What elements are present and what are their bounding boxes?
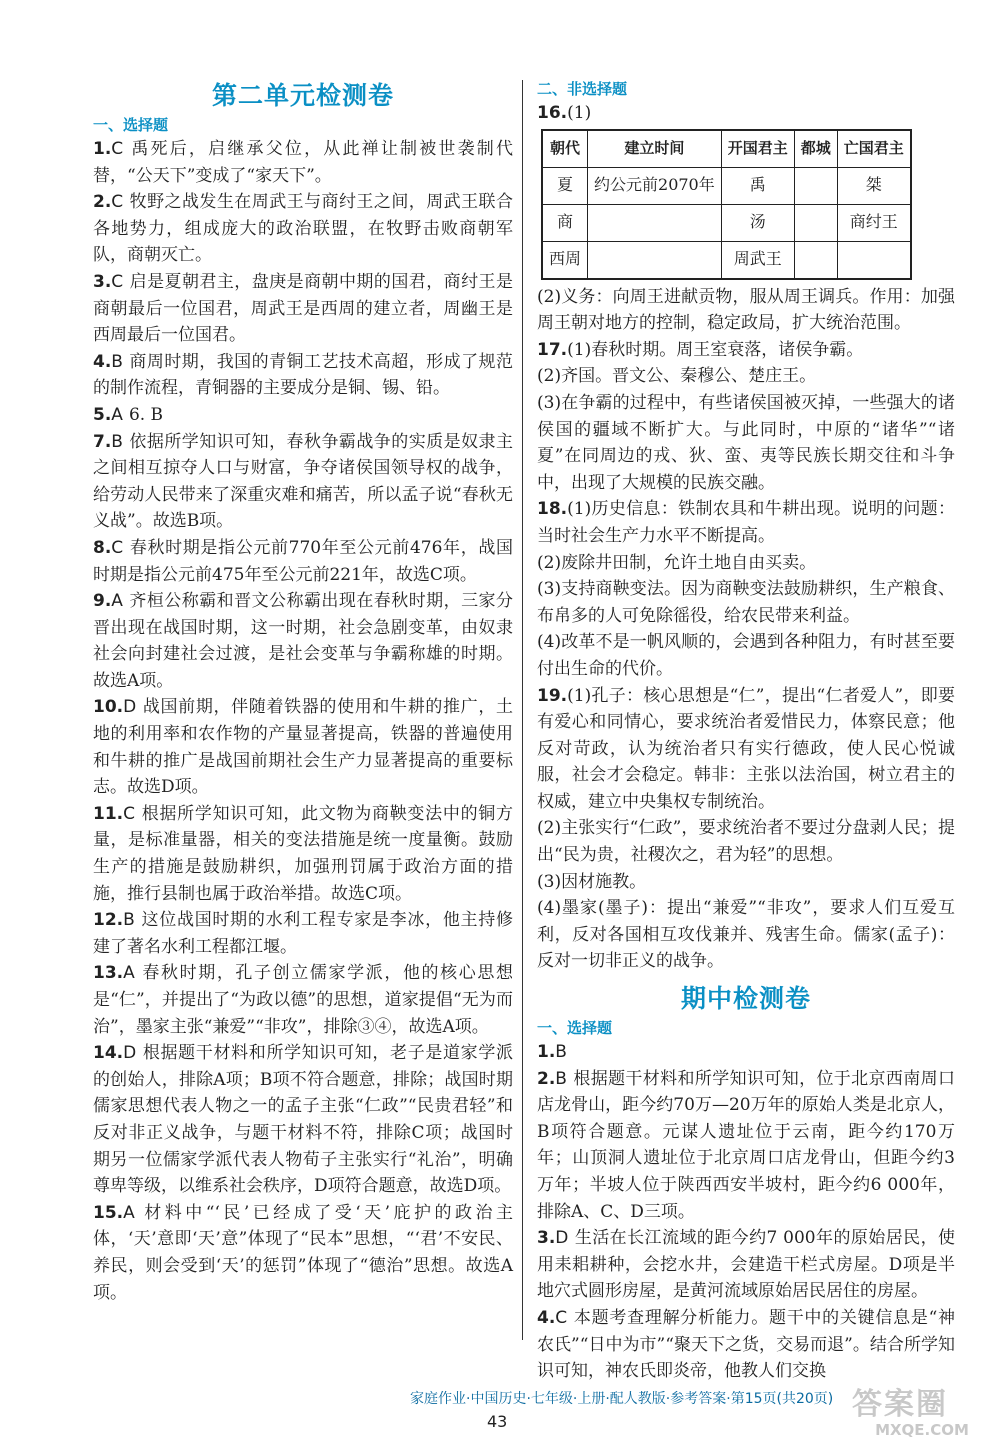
answer-item xyxy=(537,337,955,497)
table-cell xyxy=(794,241,837,279)
answer-letter: D xyxy=(123,1043,137,1064)
answer-letter: C xyxy=(111,271,124,292)
table-header-row xyxy=(542,130,911,168)
answer-item xyxy=(93,189,513,269)
page-number: 43 xyxy=(487,1412,508,1431)
table-header-cell: 都城 xyxy=(794,130,837,168)
answer-explanation: 本题考查理解分析能力。题干中的关键信息是“神农氏”“日中为市”“聚天下之货，交易而退”。结合所学知识可知，神农氏即炎帝，他教人们交换 xyxy=(537,1307,955,1382)
table-cell: 周武王 xyxy=(721,241,794,279)
answer-line xyxy=(537,550,955,577)
answer-item xyxy=(93,349,513,402)
question-number: 4. xyxy=(537,1307,556,1328)
question-number: 15. xyxy=(93,1202,124,1223)
question-number: 14. xyxy=(93,1043,124,1064)
answer-explanation: 这位战国时期的水利工程专家是李冰，他主持修建了著名水利工程都江堰。 xyxy=(93,910,513,957)
question-number: 11. xyxy=(93,803,124,824)
table-cell: 禹 xyxy=(721,167,794,204)
answer-line xyxy=(537,815,955,868)
answer-line xyxy=(537,629,955,682)
answer-letter: C xyxy=(111,537,124,558)
watermark-url: MXQE.COM xyxy=(875,1421,969,1439)
question-number: 5. xyxy=(93,404,112,425)
table-cell xyxy=(794,167,837,204)
answer-text: (4)改革不是一帆风顺的，会遇到各种阻力，有时甚至要付出生命的代价。 xyxy=(537,632,955,679)
answer-explanation: 战国前期，伴随着铁器的使用和牛耕的推广，土地的利用率和农作物的产量显著提高，铁器的普遍使用和牛耕的推广是战国前期社会生产力显著提高的重要标志。故选D项。 xyxy=(93,697,513,798)
table-cell xyxy=(794,204,837,241)
answer-letter: B xyxy=(111,431,123,452)
answer-item xyxy=(93,429,513,535)
answer-line xyxy=(537,895,955,975)
answer-text: (1)历史信息：铁制农具和牛耕出现。说明的问题：当时社会生产力水平不断提高。 xyxy=(537,499,955,546)
section-heading: 二、非选择题 xyxy=(537,80,628,98)
question-number: 9. xyxy=(93,591,112,612)
answer-list xyxy=(93,136,513,1306)
question-number: 10. xyxy=(93,697,124,718)
question-number: 1. xyxy=(537,1042,556,1063)
answer-line xyxy=(537,576,955,629)
answer-text: (1)春秋时期。周王室衰落，诸侯争霸。 xyxy=(567,339,864,360)
answer-line xyxy=(537,869,955,896)
table-header-cell: 开国君主 xyxy=(721,130,794,168)
answer-letter: B xyxy=(111,351,123,372)
table-cell xyxy=(588,204,722,241)
answer-item xyxy=(537,1066,955,1226)
sub-label: (1) xyxy=(567,103,592,123)
column-divider xyxy=(522,80,523,1340)
midterm-title: 期中检测卷 xyxy=(680,984,811,1014)
table-row xyxy=(542,241,911,279)
answer-item xyxy=(93,402,513,429)
question-number: 8. xyxy=(93,537,112,558)
answer-letter: C xyxy=(111,139,124,159)
unit-title: 第二单元检测卷 xyxy=(211,81,394,110)
left-column xyxy=(93,78,513,1306)
answer-letter: B xyxy=(555,1042,567,1063)
answer-item xyxy=(93,535,513,588)
answer-list xyxy=(537,1039,955,1385)
question-number: 19. xyxy=(537,685,568,706)
question-number: 13. xyxy=(93,963,124,984)
answer-text: (1)孔子：核心思想是“仁”，提出“仁者爱人”，即要有爱心和同情心，要求统治者爱惜民力，体察民意；他反对苛政，认为统治者只有实行德政，使人民心悦诚服，社会才会稳定。韩非：主张以法治国，树立君主的权威，建立中央集权专制统治。 xyxy=(537,685,955,812)
answer-explanation: 启是夏朝君主，盘庚是商朝中期的国君，商纣王是商朝最后一位国君，周武王是西周的建立者，周幽王是西周最后一位国君。 xyxy=(93,271,513,346)
table-cell xyxy=(837,241,911,279)
answer-item xyxy=(537,683,955,976)
answer-letter: A xyxy=(111,404,123,425)
answer-text: (3)因材施教。 xyxy=(537,871,647,892)
answer-item xyxy=(93,1200,513,1306)
answer-letter: C xyxy=(123,803,135,824)
answer-item xyxy=(93,801,513,907)
answer-item xyxy=(537,1305,955,1385)
answer-line xyxy=(537,496,955,549)
answer-explanation: 根据题干材料和所学知识可知，老子是道家学派的创始人，排除A项；B项不符合题意，排除；战国时期儒家思想代表人物之一的孟子主张“仁政”“民贵君轻”和反对非正义战争，与题干材料不符，排除C项；战国时期另一位儒家学派代表人物荀子主张实行“礼治”，明确尊卑等级，以维系社会秩序，D项符合题意，故选D项。 xyxy=(93,1043,513,1197)
question-16 xyxy=(537,100,955,127)
answer-explanation: 生活在长江流域的距今约7 000年的原始居民，使用耒耜耕种，会挖水井，会建造干栏式房屋。D项是半地穴式圆形房屋，是黄河流域原始居民居住的房屋。 xyxy=(537,1228,955,1302)
answer-text: (3)支持商鞅变法。因为商鞅变法鼓励耕织，生产粮食、布帛多的人可免除徭役，给农民带来利益。 xyxy=(537,579,955,626)
answer-item xyxy=(537,1039,955,1066)
table-header-cell: 亡国君主 xyxy=(837,130,911,168)
answer-item xyxy=(93,907,513,960)
answer-line xyxy=(537,390,955,496)
answer-line xyxy=(537,683,955,816)
right-column xyxy=(537,78,955,1385)
table-cell: 商纣王 xyxy=(837,204,911,241)
question-number: 16. xyxy=(537,103,568,123)
answer-item xyxy=(93,694,513,800)
question-number: 7. xyxy=(93,431,112,452)
answer-text: (4)墨家(墨子)：提出“兼爱”“非攻”，要求人们互爱互利，反对各国相互攻伐兼并、残害生命。儒家(孟子)：反对一切非正义的战争。 xyxy=(537,898,955,972)
answer-explanation: 根据题干材料和所学知识可知，位于北京西南周口店龙骨山，距今约70万—20万年的原始人类是北京人，B项符合题意。元谋人遗址位于云南，距今约170万年；山顶洞人遗址位于北京周口店龙骨山，但距今约3万年；半坡人位于陕西西安半坡村，距今约6 000年，排除A、C、D三项。 xyxy=(537,1068,955,1222)
question-number: 2. xyxy=(537,1068,556,1089)
answer-text: (3)在争霸的过程中，有些诸侯国被灭掉，一些强大的诸侯国的疆域不断扩大。与此同时，中原的“诸华”“诸夏”在同周边的戎、狄、蛮、夷等民族长期交往和斗争中，出现了大规模的民族交融。 xyxy=(537,392,955,493)
table-cell xyxy=(588,241,722,279)
answer-item xyxy=(93,1040,513,1200)
question-number: 3. xyxy=(93,271,112,292)
answer-item xyxy=(93,960,513,1040)
answer-letter: D xyxy=(123,697,137,718)
question-number: 3. xyxy=(537,1228,556,1249)
answer-explanation: 牧野之战发生在周武王与商纣王之间，周武王联合各地势力，组成庞大的政治联盟，在牧野击败商朝军队，商朝灭亡。 xyxy=(93,192,513,266)
answer-letter: A xyxy=(123,1202,135,1223)
answer-list xyxy=(537,337,955,975)
answer-explanation: 根据所学知识可知，此文物为商鞅变法中的铜方量，是标准量器，相关的变法措施是统一度量衡。鼓励生产的措施是鼓励耕织，加强刑罚属于政治方面的措施，推行县制也属于政治举措。故选C项。 xyxy=(93,803,513,904)
table-header-cell: 建立时间 xyxy=(588,130,722,168)
answer-explanation: 材料中“‘民’已经成了受‘天’庇护的政治主体，‘天’意即‘天’意”体现了“民本”思想，“‘君’不安民、养民，则会受到‘天’的惩罚”体现了“德治”思想。故选A项。 xyxy=(93,1202,513,1303)
answer-letter: A xyxy=(123,963,135,984)
table-row xyxy=(542,167,911,204)
answer-text: (2)齐国。晋文公、秦穆公、楚庄王。 xyxy=(537,366,817,387)
answer-explanation: 齐桓公称霸和晋文公称霸出现在春秋时期，三家分晋出现在战国时期，这一时期，社会急剧变革，由奴隶社会向封建社会过渡，是社会变革与争霸称雄的时期。故选A项。 xyxy=(93,591,513,691)
answer-explanation: 禹死后，启继承父位，从此禅让制被世袭制代替，“公天下”变成了“家天下”。 xyxy=(93,139,513,186)
table-cell: 西周 xyxy=(542,241,588,279)
answer-item xyxy=(93,588,513,694)
answer-line: (2)义务：向周王进献贡物，服从周王调兵。作用：加强周王朝对地方的控制，稳定政局，扩大统治范围。 xyxy=(537,286,955,334)
answer-explanation: 6. B xyxy=(128,404,164,425)
answer-item xyxy=(537,1225,955,1305)
answer-letter: A xyxy=(111,591,123,612)
dynasty-table xyxy=(541,129,912,280)
answer-explanation: 春秋时期，孔子创立儒家学派，他的核心思想是“仁”，并提出了“为政以德”的思想，道家提倡“无为而治”，墨家主张“兼爱”“非攻”，排除③④，故选A项。 xyxy=(93,963,513,1037)
question-16-answers xyxy=(537,284,955,337)
table-cell: 约公元前2070年 xyxy=(588,167,722,204)
question-number: 12. xyxy=(93,910,124,931)
answer-letter: D xyxy=(555,1228,569,1249)
answer-line xyxy=(537,337,955,364)
section-heading: 一、选择题 xyxy=(93,116,169,134)
watermark xyxy=(852,1388,992,1448)
answer-line xyxy=(537,363,955,390)
answer-text: (2)废除井田制，允许土地自由买卖。 xyxy=(537,552,817,573)
table-cell: 商 xyxy=(542,204,588,241)
table-cell: 桀 xyxy=(837,167,911,204)
answer-item xyxy=(93,136,513,189)
answer-explanation: 春秋时期是指公元前770年至公元前476年，战国时期是指公元前475年至公元前221年，故选C项。 xyxy=(93,537,513,585)
table-cell: 夏 xyxy=(542,167,588,204)
section-heading: 一、选择题 xyxy=(537,1019,613,1038)
question-number: 17. xyxy=(537,339,568,360)
answer-letter: C xyxy=(555,1307,568,1328)
question-number: 2. xyxy=(93,192,112,213)
table-header-cell: 朝代 xyxy=(542,130,588,168)
answer-text: (2)主张实行“仁政”，要求统治者不要过分盘剥人民；提出“民为贵，社稷次之，君为轻”的思想。 xyxy=(537,818,955,866)
answer-letter: C xyxy=(111,192,124,213)
answer-letter: B xyxy=(123,910,135,931)
table-row xyxy=(542,204,911,241)
question-number: 1. xyxy=(93,139,112,159)
answer-explanation: 依据所学知识可知，春秋争霸战争的实质是奴隶主之间相互掠夺人口与财富，争夺诸侯国领导权的战争，给劳动人民带来了深重灾难和痛苦，所以孟子说“春秋无义战”。故选B项。 xyxy=(93,431,513,532)
answer-item xyxy=(93,269,513,349)
table-cell: 汤 xyxy=(721,204,794,241)
watermark-text: 答案圈 xyxy=(852,1387,948,1422)
answer-letter: B xyxy=(555,1068,567,1089)
answer-explanation: 商周时期，我国的青铜工艺技术高超，形成了规范的制作流程，青铜器的主要成分是铜、锡、铅。 xyxy=(93,351,513,399)
question-number: 18. xyxy=(537,499,568,520)
question-number: 4. xyxy=(93,351,112,372)
footer-text: 家庭作业·中国历史·七年级·上册·配人教版·参考答案·第15页(共20页) xyxy=(410,1391,834,1407)
answer-item xyxy=(537,496,955,682)
